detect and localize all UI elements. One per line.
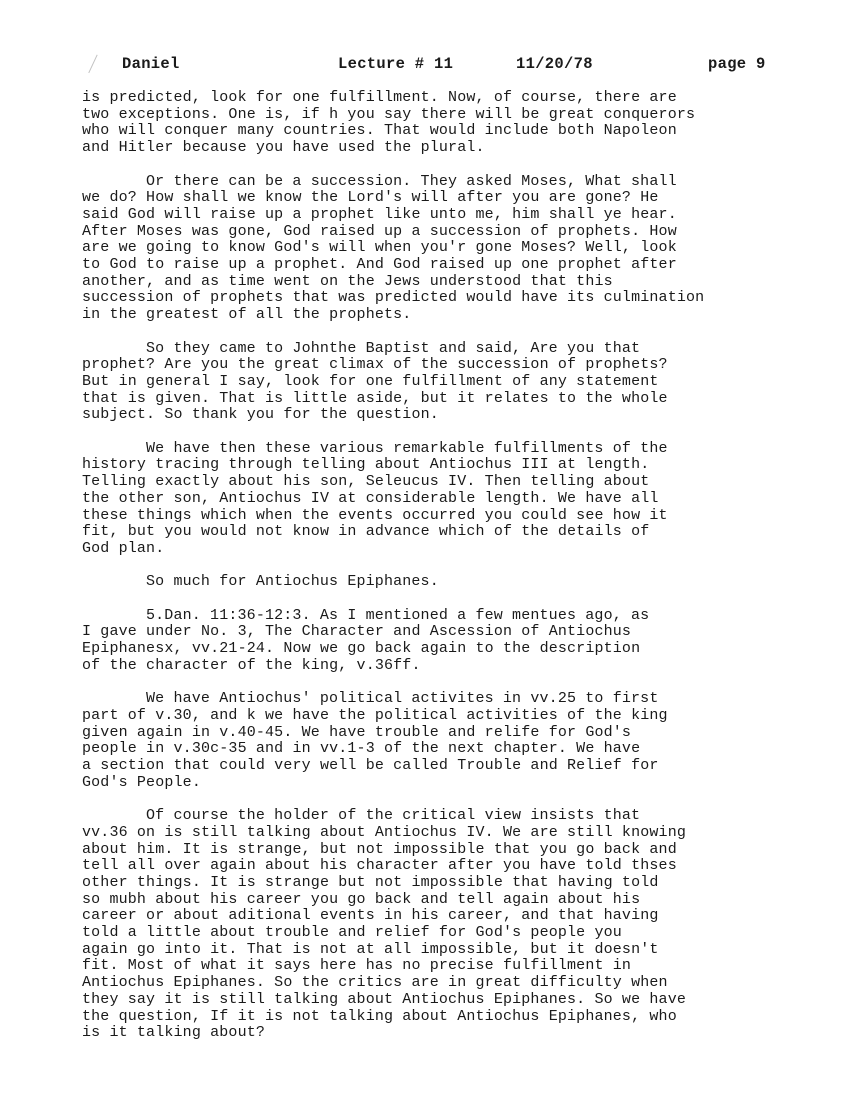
header-lecture-number: Lecture # 11	[338, 55, 454, 73]
paragraph: We have Antiochus' political activites in vv.25 to first part of v.30, and k we have the political activities of the king given again in v.40-45. We have trouble and relife for God's people in v.30c-35 and in vv.1-3 of the next chapter. We have a section that could very well be called Trouble and Relief for God's People.	[82, 690, 668, 791]
paragraph: is predicted, look for one fulfillment. Now, of course, there are two exceptions. One is, if h you say there will be great conquerors who will conquer many countries. That would include both Napoleon and Hitler because you have used the plural.	[82, 89, 696, 157]
header-date: 11/20/78	[516, 55, 593, 73]
paragraph: We have then these various remarkable fulfillments of the history tracing through telling about Antiochus III at length. Telling exactly about his son, Seleucus IV. Then telling about the other son, Antiochus IV at considerable length. We have all these things which when the events occurred you could see how it fit, but you would not know in advance which of the details of God plan.	[82, 439, 668, 557]
header-book-title: Daniel	[122, 55, 180, 73]
page-header	[122, 55, 782, 75]
paragraph: So they came to Johnthe Baptist and said, Are you that prophet? Are you the great climax of the succession of prophets? But in general I say, look for one fulfillment of any statement that is given. That is little aside, but it relates to the whole subject. So thank you for the question.	[82, 339, 668, 424]
paragraph: 5.Dan. 11:36-12:3. As I mentioned a few mentues ago, as I gave under No. 3, The Character and Ascession of Antiochus Epiphanesx, vv.21-24. Now we go back again to the description of the character of the king, v.36ff.	[82, 606, 650, 674]
stray-pen-mark	[88, 55, 106, 78]
paragraph: Or there can be a succession. They asked Moses, What shall we do? How shall we know the Lord's will after you are gone? He said God will raise up a prophet like unto me, him shall ye hear. After Moses was gone, God raised up a succession of prophets. How are we going to know God's will when you'r gone Moses? Well, look to God to raise up a prophet. And God raised up one prophet after another, and as time went on the Jews understood that this succession of prophets that was predicted would have its culmination in the greatest of all the prophets.	[82, 172, 705, 324]
paragraph: Of course the holder of the critical view insists that vv.36 on is still talking about Antiochus IV. We are still knowing about him. It is strange, but not impossible that you go back and tell all over again about his character after you have told thses other things. It is strange but not impossible that having told so mubh about his career you go back and tell again about his career or about aditional events in his career, and that having told a little about trouble and relief for God's people you again go into it. That is not at all impossible, but it doesn't fit. Most of what it says here has no precise fulfillment in Antiochus Epiphanes. So the critics are in great difficulty when they say it is still talking about Antiochus Epiphanes. So we have the question, If it is not talking about Antiochus Epiphanes, who is it talking about?	[82, 807, 686, 1042]
document-body	[82, 90, 812, 1059]
header-page-number: page 9	[708, 55, 766, 73]
paragraph: So much for Antiochus Epiphanes.	[146, 573, 439, 591]
